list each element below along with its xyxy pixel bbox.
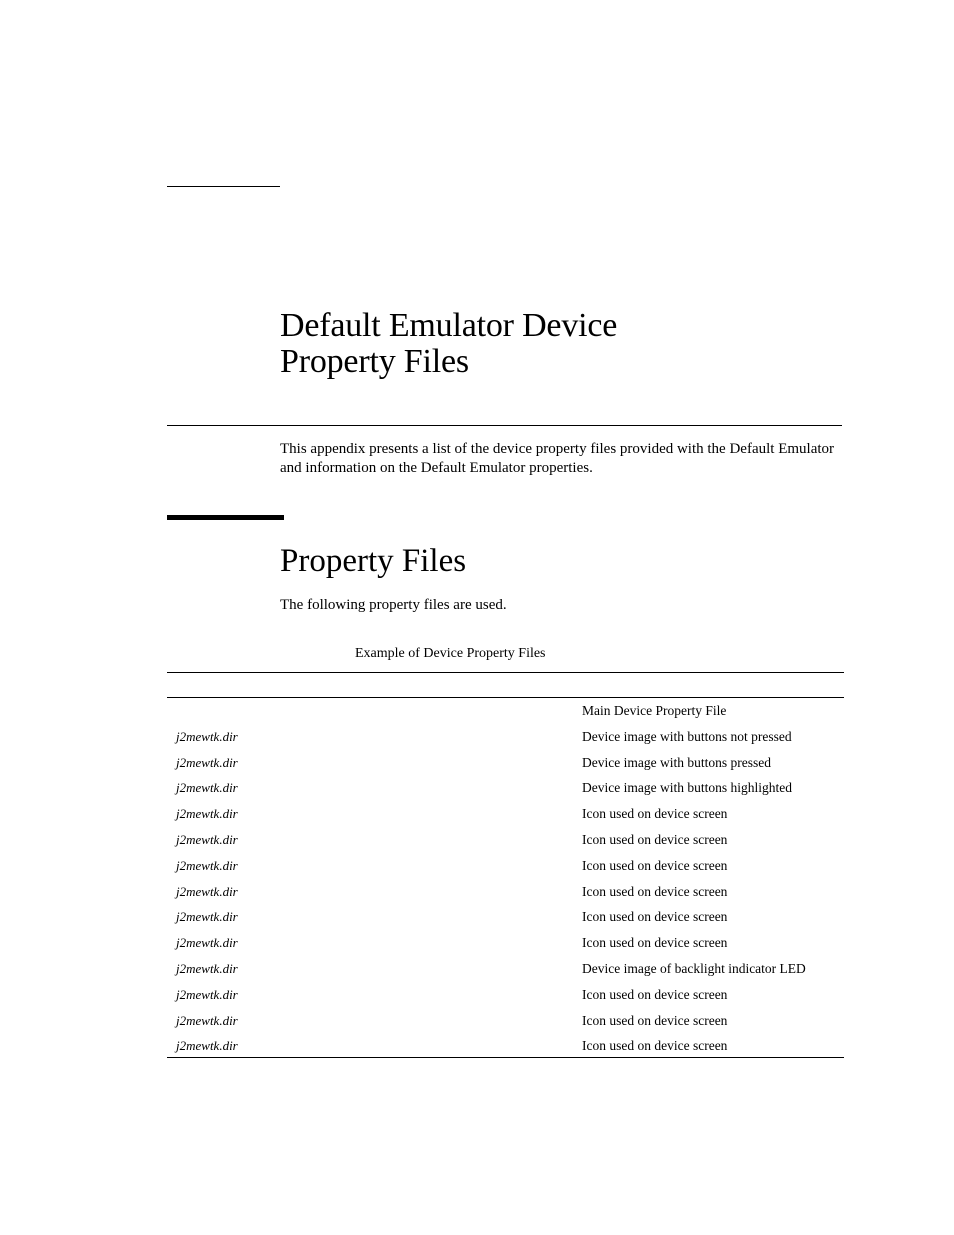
section-intro-paragraph: The following property files are used.: [280, 597, 507, 613]
chapter-divider-rule: [167, 425, 842, 426]
section-title: Property Files: [280, 543, 467, 579]
table-caption: Example of Device Property Files: [355, 646, 546, 661]
table-cell-description: Device image of backlight indicator LED: [582, 960, 806, 976]
table-row: [167, 879, 844, 905]
table-cell-description: Device image with buttons highlighted: [582, 780, 792, 796]
table-bottom-rule: [167, 1057, 844, 1058]
table-cell-description: Icon used on device screen: [582, 1038, 728, 1054]
table-row: [167, 904, 844, 930]
table-cell-path: j2mewtk.dir: [176, 857, 238, 873]
table-top-rule: [167, 672, 844, 673]
table-row: [167, 801, 844, 827]
chapter-title-line-2: Property Files: [280, 343, 469, 380]
table-row: [167, 982, 844, 1008]
table-row: [167, 750, 844, 776]
table-row: [167, 724, 844, 750]
table-cell-description: Icon used on device screen: [582, 1012, 728, 1028]
table-row: [167, 956, 844, 982]
table-cell-description: Icon used on device screen: [582, 986, 728, 1002]
table-cell-path: j2mewtk.dir: [176, 754, 238, 770]
table-cell-description: Main Device Property File: [582, 703, 727, 718]
section-thick-rule: [167, 515, 284, 520]
chapter-intro-paragraph: This appendix presents a list of the device property files provided with the Default Emulator and information on the Default Emulator properties.: [280, 441, 835, 476]
table-row: [167, 1033, 844, 1059]
table-row: [167, 930, 844, 956]
table-cell-path: j2mewtk.dir: [176, 909, 238, 925]
table-cell-description: Icon used on device screen: [582, 883, 728, 899]
table-cell-description: Icon used on device screen: [582, 831, 728, 847]
chapter-top-rule: [167, 186, 280, 187]
table-cell-description: Device image with buttons not pressed: [582, 728, 792, 744]
table-cell-path: j2mewtk.dir: [176, 1012, 238, 1028]
table-cell-path: j2mewtk.dir: [176, 986, 238, 1002]
chapter-title: [280, 308, 617, 380]
table-cell-path: j2mewtk.dir: [176, 728, 238, 744]
table-cell-description: Device image with buttons pressed: [582, 754, 771, 770]
property-files-table: [167, 698, 844, 1059]
table-row: [167, 698, 844, 724]
table-cell-path: j2mewtk.dir: [176, 1038, 238, 1054]
table-cell-path: j2mewtk.dir: [176, 960, 238, 976]
table-cell-description: Icon used on device screen: [582, 806, 728, 822]
table-row: [167, 1008, 844, 1034]
table-cell-description: Icon used on device screen: [582, 857, 728, 873]
table-cell-path: j2mewtk.dir: [176, 806, 238, 822]
chapter-title-line-1: Default Emulator Device: [280, 307, 618, 344]
table-cell-description: Icon used on device screen: [582, 909, 728, 925]
table-row: [167, 827, 844, 853]
table-cell-path: j2mewtk.dir: [176, 780, 238, 796]
table-row: [167, 853, 844, 879]
table-cell-path: j2mewtk.dir: [176, 935, 238, 951]
table-cell-path: j2mewtk.dir: [176, 883, 238, 899]
table-cell-path: j2mewtk.dir: [176, 831, 238, 847]
table-row: [167, 775, 844, 801]
table-cell-description: Icon used on device screen: [582, 935, 728, 951]
